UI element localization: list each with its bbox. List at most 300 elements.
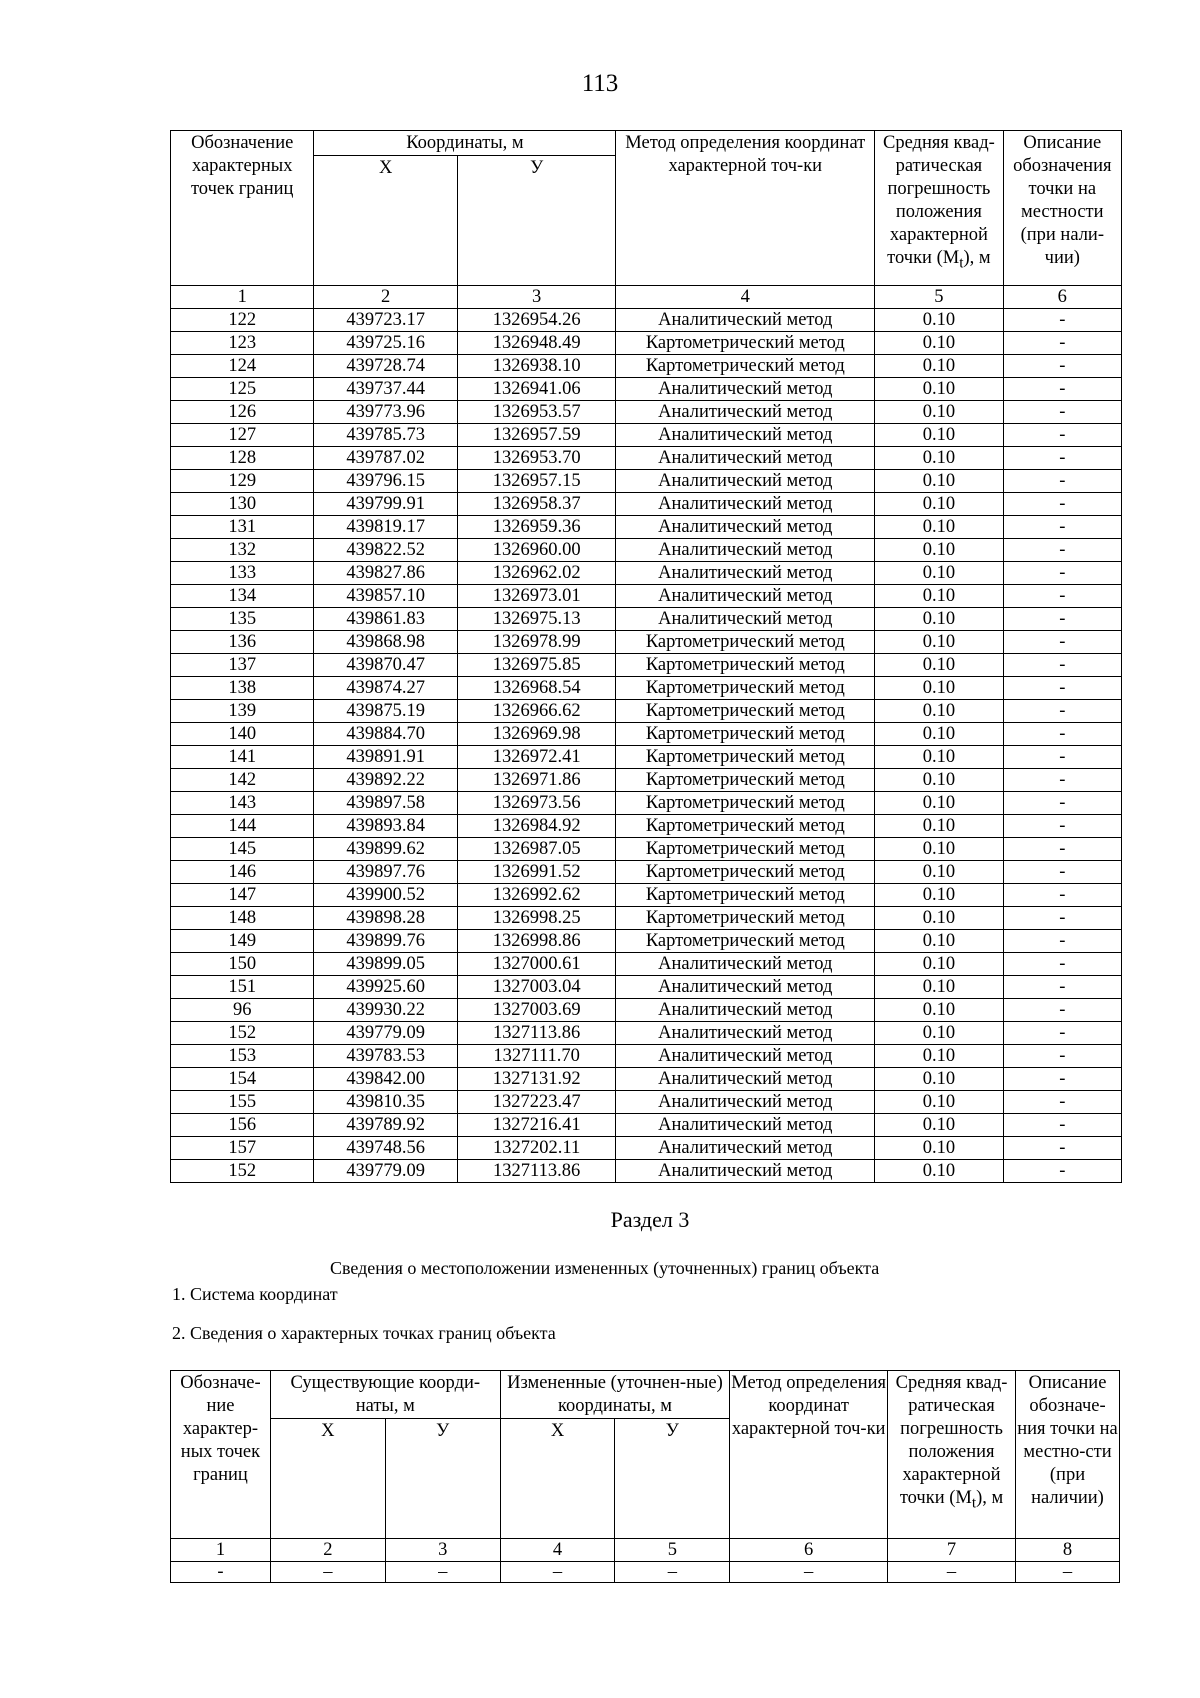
table-row xyxy=(171,1091,1122,1114)
table-cell: Картометрический метод xyxy=(616,332,875,355)
table-cell: - xyxy=(1003,1137,1121,1160)
col-number: 1 xyxy=(171,1539,271,1562)
table-row xyxy=(171,516,1122,539)
table-cell: 0.10 xyxy=(875,1160,1003,1183)
table-cell: Картометрический метод xyxy=(616,884,875,907)
table-cell: 152 xyxy=(171,1022,314,1045)
table-cell: 0.10 xyxy=(875,309,1003,332)
header-point-designation: Обозначе-ние характер-ных точек границ xyxy=(171,1371,271,1539)
header-changed-x: Х xyxy=(500,1419,615,1539)
table-cell: 0.10 xyxy=(875,516,1003,539)
table-row xyxy=(171,723,1122,746)
table-cell: - xyxy=(1003,424,1121,447)
table-cell: 144 xyxy=(171,815,314,838)
table-row xyxy=(171,1045,1122,1068)
table-row xyxy=(171,470,1122,493)
header-error: Средняя квад-ратическая погрешность положения характерной точки $(M_t)$, м xyxy=(875,131,1003,286)
table-cell: 0.10 xyxy=(875,401,1003,424)
table-row xyxy=(171,769,1122,792)
table-cell: - xyxy=(1003,1068,1121,1091)
table-cell: 0.10 xyxy=(875,1022,1003,1045)
table-row xyxy=(171,677,1122,700)
table-cell: 1326957.59 xyxy=(457,424,616,447)
table-cell: Аналитический метод xyxy=(616,953,875,976)
table-cell: 1326953.57 xyxy=(457,401,616,424)
header-existing-y: У xyxy=(385,1419,500,1539)
header-existing-x: Х xyxy=(270,1419,385,1539)
table-cell: - xyxy=(1003,447,1121,470)
column-numbers-row xyxy=(171,1539,1120,1562)
table-cell: 1326972.41 xyxy=(457,746,616,769)
table-cell: - xyxy=(1003,401,1121,424)
table-row xyxy=(171,1562,1120,1583)
table-cell: 1326957.15 xyxy=(457,470,616,493)
table-cell: - xyxy=(1003,769,1121,792)
header-description: Описание обозначения точки на местности (при нали-чии) xyxy=(1003,131,1121,286)
col-number: 5 xyxy=(615,1539,730,1562)
table-cell: 0.10 xyxy=(875,677,1003,700)
table-cell: 134 xyxy=(171,585,314,608)
table-row xyxy=(171,585,1122,608)
table-cell: - xyxy=(1003,516,1121,539)
table-cell: - xyxy=(171,1562,271,1583)
table-cell: 439789.92 xyxy=(314,1114,457,1137)
table-cell: 141 xyxy=(171,746,314,769)
table-row xyxy=(171,493,1122,516)
table-cell: – xyxy=(1016,1562,1120,1583)
table-cell: Аналитический метод xyxy=(616,608,875,631)
table-row xyxy=(171,861,1122,884)
table-cell: - xyxy=(1003,378,1121,401)
table-row xyxy=(171,746,1122,769)
table-cell: Аналитический метод xyxy=(616,1160,875,1183)
table-cell: 151 xyxy=(171,976,314,999)
table-cell: 1327003.04 xyxy=(457,976,616,999)
table-row xyxy=(171,838,1122,861)
table-cell: 1326962.02 xyxy=(457,562,616,585)
table-cell: 154 xyxy=(171,1068,314,1091)
table-row xyxy=(171,907,1122,930)
header-y: У xyxy=(457,156,616,286)
table-cell: - xyxy=(1003,723,1121,746)
table-cell: – xyxy=(270,1562,385,1583)
table-cell: 138 xyxy=(171,677,314,700)
table-cell: Аналитический метод xyxy=(616,1068,875,1091)
table-cell: 439728.74 xyxy=(314,355,457,378)
header-x: Х xyxy=(314,156,457,286)
table-cell: - xyxy=(1003,746,1121,769)
table-cell: 139 xyxy=(171,700,314,723)
table-cell: 439897.58 xyxy=(314,792,457,815)
table-row xyxy=(171,447,1122,470)
table-cell: Аналитический метод xyxy=(616,1022,875,1045)
table-cell: Аналитический метод xyxy=(616,976,875,999)
table-cell: 1326971.86 xyxy=(457,769,616,792)
table-cell: 0.10 xyxy=(875,608,1003,631)
table-cell: 0.10 xyxy=(875,861,1003,884)
table-cell: 152 xyxy=(171,1160,314,1183)
table-cell: Аналитический метод xyxy=(616,516,875,539)
table-cell: - xyxy=(1003,631,1121,654)
table-cell: Картометрический метод xyxy=(616,723,875,746)
table-cell: 439779.09 xyxy=(314,1022,457,1045)
table-cell: 0.10 xyxy=(875,907,1003,930)
table-cell: Аналитический метод xyxy=(616,493,875,516)
table-cell: Аналитический метод xyxy=(616,1045,875,1068)
table-row xyxy=(171,1068,1122,1091)
table-cell: 439819.17 xyxy=(314,516,457,539)
table-cell: 148 xyxy=(171,907,314,930)
section-title: Раздел 3 xyxy=(610,1207,690,1232)
table-cell: Картометрический метод xyxy=(616,700,875,723)
table-cell: 1327131.92 xyxy=(457,1068,616,1091)
table-cell: 439891.91 xyxy=(314,746,457,769)
table-cell: - xyxy=(1003,907,1121,930)
section-subtitle: Сведения о местоположении измененных (уточненных) границ объекта xyxy=(330,1258,880,1278)
table-cell: 140 xyxy=(171,723,314,746)
header-method: Метод определения координат характерной точ-ки xyxy=(616,131,875,286)
table-cell: 1326960.00 xyxy=(457,539,616,562)
table-cell: 439870.47 xyxy=(314,654,457,677)
table-cell: 1326973.01 xyxy=(457,585,616,608)
table-cell: 1326969.98 xyxy=(457,723,616,746)
table-cell: - xyxy=(1003,654,1121,677)
table-cell: 127 xyxy=(171,424,314,447)
table-row xyxy=(171,930,1122,953)
table-cell: 149 xyxy=(171,930,314,953)
table-cell: 129 xyxy=(171,470,314,493)
table-cell: 439930.22 xyxy=(314,999,457,1022)
table-cell: - xyxy=(1003,332,1121,355)
table-cell: 1327000.61 xyxy=(457,953,616,976)
table-cell: Картометрический метод xyxy=(616,631,875,654)
table-cell: – xyxy=(888,1562,1016,1583)
col-number: 3 xyxy=(385,1539,500,1562)
table-cell: Картометрический метод xyxy=(616,907,875,930)
table-cell: 439925.60 xyxy=(314,976,457,999)
table-row xyxy=(171,562,1122,585)
table-row xyxy=(171,1160,1122,1183)
coordinate-system-item: 1. Система координат xyxy=(172,1284,338,1304)
table-cell: Аналитический метод xyxy=(616,424,875,447)
table-cell: 1326968.54 xyxy=(457,677,616,700)
table-row xyxy=(171,792,1122,815)
page-number: 113 xyxy=(581,70,619,97)
table-cell: - xyxy=(1003,539,1121,562)
col-number: 1 xyxy=(171,286,314,309)
table-cell: 439900.52 xyxy=(314,884,457,907)
table-row xyxy=(171,700,1122,723)
table-cell: 135 xyxy=(171,608,314,631)
table-cell: 1326948.49 xyxy=(457,332,616,355)
table-cell: - xyxy=(1003,355,1121,378)
table-cell: 439827.86 xyxy=(314,562,457,585)
table-row xyxy=(171,884,1122,907)
table-cell: 130 xyxy=(171,493,314,516)
column-numbers-row xyxy=(171,286,1122,309)
table-cell: 145 xyxy=(171,838,314,861)
table-cell: - xyxy=(1003,1091,1121,1114)
table-cell: 1326938.10 xyxy=(457,355,616,378)
table-row xyxy=(171,1137,1122,1160)
table-cell: Аналитический метод xyxy=(616,470,875,493)
table-cell: 439868.98 xyxy=(314,631,457,654)
table-cell: 439892.22 xyxy=(314,769,457,792)
table-row xyxy=(171,332,1122,355)
header-point-designation: Обозначение характерных точек границ xyxy=(171,131,314,286)
table-cell: 96 xyxy=(171,999,314,1022)
table-cell: 136 xyxy=(171,631,314,654)
table-cell: 439773.96 xyxy=(314,401,457,424)
table-cell: Картометрический метод xyxy=(616,769,875,792)
table-cell: 0.10 xyxy=(875,815,1003,838)
table-cell: 1326987.05 xyxy=(457,838,616,861)
table-cell: 0.10 xyxy=(875,999,1003,1022)
table-cell: Аналитический метод xyxy=(616,447,875,470)
table-cell: - xyxy=(1003,700,1121,723)
table-cell: 133 xyxy=(171,562,314,585)
table-cell: Картометрический метод xyxy=(616,677,875,700)
table-cell: 1326975.13 xyxy=(457,608,616,631)
table-cell: - xyxy=(1003,585,1121,608)
table-cell: 1327216.41 xyxy=(457,1114,616,1137)
table-cell: - xyxy=(1003,1114,1121,1137)
boundary-points-item: 2. Сведения о характерных точках границ объекта xyxy=(172,1323,556,1343)
table-cell: 0.10 xyxy=(875,562,1003,585)
table-cell: Картометрический метод xyxy=(616,838,875,861)
table-cell: 1327113.86 xyxy=(457,1160,616,1183)
table-cell: 439899.76 xyxy=(314,930,457,953)
table-cell: - xyxy=(1003,999,1121,1022)
table-cell: 123 xyxy=(171,332,314,355)
table-cell: 0.10 xyxy=(875,930,1003,953)
table-cell: Аналитический метод xyxy=(616,539,875,562)
table-cell: 1326998.86 xyxy=(457,930,616,953)
table-cell: 439783.53 xyxy=(314,1045,457,1068)
table-cell: Аналитический метод xyxy=(616,999,875,1022)
table-cell: - xyxy=(1003,976,1121,999)
table-row xyxy=(171,355,1122,378)
table-row xyxy=(171,1022,1122,1045)
table-cell: 1327003.69 xyxy=(457,999,616,1022)
table-cell: 150 xyxy=(171,953,314,976)
table-cell: 1327223.47 xyxy=(457,1091,616,1114)
table-cell: – xyxy=(385,1562,500,1583)
table-cell: 156 xyxy=(171,1114,314,1137)
table-row xyxy=(171,309,1122,332)
table-cell: 0.10 xyxy=(875,493,1003,516)
table-cell: 0.10 xyxy=(875,700,1003,723)
table-cell: 1326998.25 xyxy=(457,907,616,930)
table-cell: Картометрический метод xyxy=(616,746,875,769)
table-cell: 1327202.11 xyxy=(457,1137,616,1160)
table-cell: 0.10 xyxy=(875,1091,1003,1114)
table-row xyxy=(171,1114,1122,1137)
table-cell: 0.10 xyxy=(875,769,1003,792)
table-cell: 439875.19 xyxy=(314,700,457,723)
header-method: Метод определения координат характерной точ-ки xyxy=(730,1371,888,1539)
header-error: Средняя квад-ратическая погрешность положения характерной точки $(M_t)$, м xyxy=(888,1371,1016,1539)
table-cell: 439874.27 xyxy=(314,677,457,700)
table-cell: 0.10 xyxy=(875,1114,1003,1137)
table-cell: 439897.76 xyxy=(314,861,457,884)
table-cell: 1326984.92 xyxy=(457,815,616,838)
table-cell: Аналитический метод xyxy=(616,378,875,401)
table-cell: 125 xyxy=(171,378,314,401)
table-cell: 439842.00 xyxy=(314,1068,457,1091)
table-row xyxy=(171,401,1122,424)
table-cell: 439899.62 xyxy=(314,838,457,861)
header-coordinates: Координаты, м xyxy=(314,131,616,156)
table-cell: 128 xyxy=(171,447,314,470)
col-number: 2 xyxy=(270,1539,385,1562)
table-cell: 439884.70 xyxy=(314,723,457,746)
table-cell: Картометрический метод xyxy=(616,355,875,378)
table-row xyxy=(171,631,1122,654)
header-changed-y: У xyxy=(615,1419,730,1539)
table-cell: 0.10 xyxy=(875,447,1003,470)
table-row xyxy=(171,424,1122,447)
table-cell: 153 xyxy=(171,1045,314,1068)
table-cell: 439779.09 xyxy=(314,1160,457,1183)
table-cell: 147 xyxy=(171,884,314,907)
table-row xyxy=(171,953,1122,976)
table-cell: 1326958.37 xyxy=(457,493,616,516)
table-cell: 0.10 xyxy=(875,585,1003,608)
table-cell: 1326973.56 xyxy=(457,792,616,815)
table-cell: 439787.02 xyxy=(314,447,457,470)
table-cell: 0.10 xyxy=(875,792,1003,815)
table-cell: 0.10 xyxy=(875,1068,1003,1091)
table-cell: - xyxy=(1003,493,1121,516)
table-cell: - xyxy=(1003,884,1121,907)
table-cell: 131 xyxy=(171,516,314,539)
table-cell: 1326959.36 xyxy=(457,516,616,539)
header-existing-coordinates: Существующие коорди-наты, м xyxy=(270,1371,500,1419)
col-number: 7 xyxy=(888,1539,1016,1562)
table-cell: - xyxy=(1003,562,1121,585)
table-cell: Аналитический метод xyxy=(616,309,875,332)
table-cell: - xyxy=(1003,930,1121,953)
table-cell: Картометрический метод xyxy=(616,654,875,677)
table-cell: 0.10 xyxy=(875,539,1003,562)
col-number: 6 xyxy=(1003,286,1121,309)
table-cell: Картометрический метод xyxy=(616,930,875,953)
table-cell: 1327111.70 xyxy=(457,1045,616,1068)
table-cell: - xyxy=(1003,861,1121,884)
col-number: 5 xyxy=(875,286,1003,309)
table-cell: 439899.05 xyxy=(314,953,457,976)
table-cell: - xyxy=(1003,838,1121,861)
table-cell: 1326941.06 xyxy=(457,378,616,401)
table-cell: 439725.16 xyxy=(314,332,457,355)
table-cell: 155 xyxy=(171,1091,314,1114)
table-cell: 1327113.86 xyxy=(457,1022,616,1045)
table-cell: 1326978.99 xyxy=(457,631,616,654)
table-cell: 0.10 xyxy=(875,746,1003,769)
col-number: 4 xyxy=(500,1539,615,1562)
table-cell: Аналитический метод xyxy=(616,1091,875,1114)
table-cell: Аналитический метод xyxy=(616,1114,875,1137)
table-cell: 439737.44 xyxy=(314,378,457,401)
table-cell: 1326992.62 xyxy=(457,884,616,907)
header-changed-coordinates: Измененные (уточнен-ные) координаты, м xyxy=(500,1371,730,1419)
table-row xyxy=(171,378,1122,401)
table-cell: 0.10 xyxy=(875,953,1003,976)
col-number: 3 xyxy=(457,286,616,309)
table-cell: 0.10 xyxy=(875,424,1003,447)
table-cell: 0.10 xyxy=(875,1137,1003,1160)
table-row xyxy=(171,654,1122,677)
col-number: 2 xyxy=(314,286,457,309)
table-cell: – xyxy=(615,1562,730,1583)
table-cell: 1326954.26 xyxy=(457,309,616,332)
table-cell: 439785.73 xyxy=(314,424,457,447)
table-row xyxy=(171,976,1122,999)
table-cell: 126 xyxy=(171,401,314,424)
table-cell: - xyxy=(1003,792,1121,815)
table-cell: 439857.10 xyxy=(314,585,457,608)
table-cell: 143 xyxy=(171,792,314,815)
table-cell: – xyxy=(500,1562,615,1583)
table-cell: 439810.35 xyxy=(314,1091,457,1114)
table-cell: 439822.52 xyxy=(314,539,457,562)
table-cell: 1326975.85 xyxy=(457,654,616,677)
table-cell: 124 xyxy=(171,355,314,378)
table-cell: 122 xyxy=(171,309,314,332)
table-cell: 0.10 xyxy=(875,1045,1003,1068)
table-cell: 132 xyxy=(171,539,314,562)
col-number: 8 xyxy=(1016,1539,1120,1562)
table-cell: Аналитический метод xyxy=(616,585,875,608)
table-cell: 0.10 xyxy=(875,631,1003,654)
table-cell: Картометрический метод xyxy=(616,861,875,884)
table-cell: Картометрический метод xyxy=(616,815,875,838)
table-cell: 439799.91 xyxy=(314,493,457,516)
table-cell: – xyxy=(730,1562,888,1583)
table-cell: - xyxy=(1003,677,1121,700)
boundary-points-table xyxy=(170,130,1122,1183)
col-number: 6 xyxy=(730,1539,888,1562)
table-cell: 1326966.62 xyxy=(457,700,616,723)
table-cell: - xyxy=(1003,953,1121,976)
table-cell: 439796.15 xyxy=(314,470,457,493)
table-cell: - xyxy=(1003,815,1121,838)
table-cell: - xyxy=(1003,470,1121,493)
table-cell: 146 xyxy=(171,861,314,884)
table-cell: 142 xyxy=(171,769,314,792)
table-cell: 0.10 xyxy=(875,976,1003,999)
table-cell: 439723.17 xyxy=(314,309,457,332)
table-cell: 439898.28 xyxy=(314,907,457,930)
table-cell: Аналитический метод xyxy=(616,1137,875,1160)
changed-boundaries-table xyxy=(170,1370,1120,1583)
table-cell: - xyxy=(1003,608,1121,631)
table-cell: 0.10 xyxy=(875,723,1003,746)
table-cell: 439861.83 xyxy=(314,608,457,631)
table-cell: 0.10 xyxy=(875,332,1003,355)
header-description: Описание обозначе-ния точки на местно-сти (при наличии) xyxy=(1016,1371,1120,1539)
table-cell: Аналитический метод xyxy=(616,401,875,424)
table-cell: 0.10 xyxy=(875,470,1003,493)
table-cell: 1326991.52 xyxy=(457,861,616,884)
table-cell: - xyxy=(1003,309,1121,332)
table-cell: 0.10 xyxy=(875,884,1003,907)
table-cell: Аналитический метод xyxy=(616,562,875,585)
table-cell: Картометрический метод xyxy=(616,792,875,815)
table-row xyxy=(171,815,1122,838)
table-cell: 439748.56 xyxy=(314,1137,457,1160)
